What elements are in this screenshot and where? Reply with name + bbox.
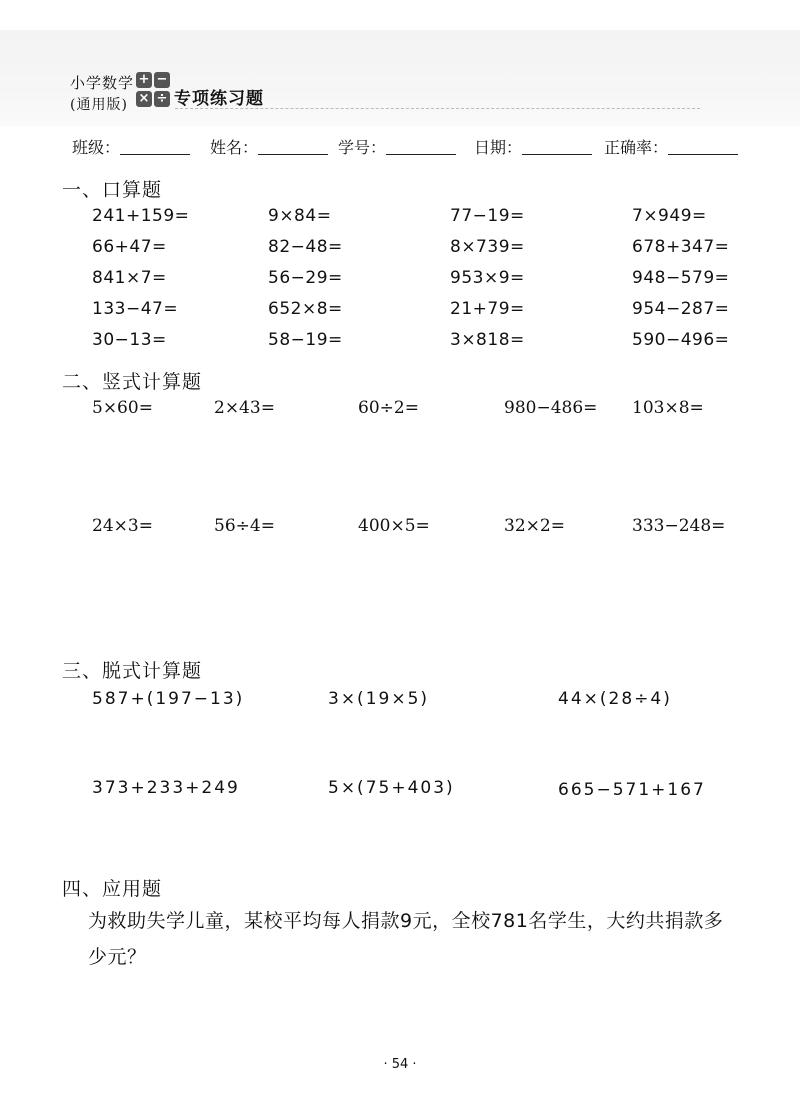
class-label: 班级： bbox=[72, 138, 121, 157]
stepwise-calc-item: 587+(197−13) bbox=[92, 689, 245, 709]
student-id-blank[interactable] bbox=[386, 139, 456, 155]
divide-icon: ÷ bbox=[154, 91, 170, 107]
mental-item: 133−47= bbox=[92, 299, 179, 319]
section-2-title: 二、竖式计算题 bbox=[62, 371, 203, 393]
accuracy-label: 正确率： bbox=[604, 138, 669, 157]
student-id-label: 学号： bbox=[338, 138, 387, 157]
operator-icons bbox=[136, 70, 172, 110]
plus-icon: + bbox=[136, 72, 152, 88]
mental-item: 21+79= bbox=[450, 299, 525, 319]
mental-item: 3×818= bbox=[450, 330, 525, 350]
section-4-title: 四、应用题 bbox=[62, 878, 163, 900]
stepwise-calc-item: 3×(19×5) bbox=[328, 689, 430, 709]
mental-item: 82−48= bbox=[268, 237, 343, 257]
vertical-calc-item: 32×2= bbox=[504, 516, 565, 536]
student-id-field[interactable] bbox=[338, 135, 456, 158]
date-label: 日期： bbox=[474, 138, 523, 157]
mental-item: 678+347= bbox=[632, 237, 730, 257]
stepwise-calc-item: 44×(28÷4) bbox=[558, 689, 672, 709]
date-field[interactable] bbox=[474, 135, 592, 158]
section-3-title: 三、脱式计算题 bbox=[62, 660, 203, 682]
class-field[interactable] bbox=[72, 135, 190, 158]
times-icon: × bbox=[136, 91, 152, 107]
mental-item: 56−29= bbox=[268, 268, 343, 288]
section-1-title: 一、口算题 bbox=[62, 179, 163, 201]
mental-item: 590−496= bbox=[632, 330, 730, 350]
header-rule bbox=[175, 108, 700, 109]
mental-item: 953×9= bbox=[450, 268, 525, 288]
mental-item: 241+159= bbox=[92, 206, 190, 226]
vertical-calc-item: 103×8= bbox=[632, 398, 704, 418]
word-problem-text: 为救助失学儿童，某校平均每人捐款9元，全校781名学生，大约共捐款多少元？ bbox=[88, 910, 724, 968]
accuracy-field[interactable] bbox=[604, 135, 738, 158]
vertical-calc-item: 333−248= bbox=[632, 516, 726, 536]
brand-block bbox=[70, 70, 270, 120]
mental-item: 9×84= bbox=[268, 206, 332, 226]
vertical-calc-item: 400×5= bbox=[358, 516, 430, 536]
vertical-calc-item: 24×3= bbox=[92, 516, 153, 536]
stepwise-calc-item: 5×(75+403) bbox=[328, 778, 455, 798]
mental-item: 30−13= bbox=[92, 330, 167, 350]
vertical-calc-item: 2×43= bbox=[214, 398, 275, 418]
mental-item: 8×739= bbox=[450, 237, 525, 257]
stepwise-calc-item: 373+233+249 bbox=[92, 778, 240, 798]
mental-item: 66+47= bbox=[92, 237, 167, 257]
vertical-calc-item: 5×60= bbox=[92, 398, 153, 418]
mental-item: 948−579= bbox=[632, 268, 730, 288]
accuracy-blank[interactable] bbox=[668, 139, 738, 155]
name-field[interactable] bbox=[210, 135, 328, 158]
mental-item: 954−287= bbox=[632, 299, 730, 319]
mental-item: 7×949= bbox=[632, 206, 707, 226]
vertical-calc-item: 60÷2= bbox=[358, 398, 419, 418]
brand-title: 专项练习题 bbox=[174, 89, 264, 109]
mental-item: 652×8= bbox=[268, 299, 343, 319]
brand-edition: (通用版) bbox=[70, 97, 128, 113]
name-blank[interactable] bbox=[258, 139, 328, 155]
name-label: 姓名： bbox=[210, 138, 259, 157]
vertical-calc-item: 980−486= bbox=[504, 398, 598, 418]
mental-item: 841×7= bbox=[92, 268, 167, 288]
stepwise-calc-item: 665−571+167 bbox=[558, 780, 706, 800]
mental-item: 58−19= bbox=[268, 330, 343, 350]
date-blank[interactable] bbox=[522, 139, 592, 155]
class-blank[interactable] bbox=[120, 139, 190, 155]
mental-item: 77−19= bbox=[450, 206, 525, 226]
vertical-calc-item: 56÷4= bbox=[214, 516, 275, 536]
brand-subject: 小学数学 bbox=[70, 74, 135, 92]
page-number: · 54 · bbox=[383, 1057, 417, 1072]
minus-icon: − bbox=[154, 72, 170, 88]
